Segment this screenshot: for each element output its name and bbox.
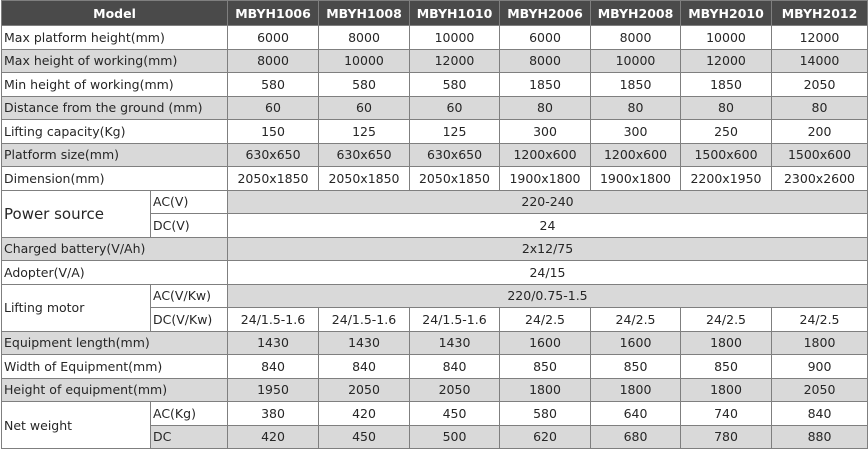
row-label: Dimension(mm) xyxy=(2,167,228,191)
table-cell: 24/2.5 xyxy=(591,308,681,332)
table-cell: 840 xyxy=(410,355,500,379)
table-cell: 300 xyxy=(500,120,591,144)
table-cell: 2x12/75 xyxy=(228,237,868,261)
table-cell: 125 xyxy=(410,120,500,144)
table-cell: 8000 xyxy=(319,26,410,50)
table-cell: 6000 xyxy=(228,26,319,50)
table-cell: 2050 xyxy=(410,378,500,402)
table-row xyxy=(2,190,868,214)
power-source-dc-label: DC(V) xyxy=(151,214,228,238)
table-cell: 420 xyxy=(228,425,319,449)
table-cell: 125 xyxy=(319,120,410,144)
table-cell: 680 xyxy=(591,425,681,449)
table-cell: 780 xyxy=(681,425,772,449)
lifting-motor-ac-label: AC(V/Kw) xyxy=(151,284,228,308)
lifting-motor-dc-label: DC(V/Kw) xyxy=(151,308,228,332)
table-cell: 1850 xyxy=(591,73,681,97)
table-row xyxy=(2,237,868,261)
table-cell: 850 xyxy=(591,355,681,379)
table-cell: 640 xyxy=(591,402,681,426)
table-cell: 1800 xyxy=(772,331,868,355)
table-cell: 840 xyxy=(772,402,868,426)
model-col-header: MBYH2006 xyxy=(500,1,591,26)
table-row xyxy=(2,96,868,120)
table-cell: 1500x600 xyxy=(772,143,868,167)
model-col-header: MBYH2008 xyxy=(591,1,681,26)
table-row xyxy=(2,331,868,355)
table-cell: 840 xyxy=(228,355,319,379)
model-col-header: MBYH2012 xyxy=(772,1,868,26)
table-cell: 1900x1800 xyxy=(500,167,591,191)
table-cell: 1800 xyxy=(591,378,681,402)
table-cell: 1850 xyxy=(681,73,772,97)
table-cell: 1950 xyxy=(228,378,319,402)
table-cell: 500 xyxy=(410,425,500,449)
row-label: Height of equipment(mm) xyxy=(2,378,228,402)
spec-table xyxy=(1,0,868,449)
power-source-label: Power source xyxy=(2,190,151,237)
table-cell: 850 xyxy=(681,355,772,379)
table-cell: 12000 xyxy=(772,26,868,50)
table-cell: 2200x1950 xyxy=(681,167,772,191)
table-cell: 24/1.5-1.6 xyxy=(319,308,410,332)
table-cell: 2050 xyxy=(772,73,868,97)
table-row xyxy=(2,261,868,285)
table-cell: 630x650 xyxy=(319,143,410,167)
table-cell: 630x650 xyxy=(228,143,319,167)
table-cell: 12000 xyxy=(681,49,772,73)
net-weight-label: Net weight xyxy=(2,402,151,449)
table-cell: 10000 xyxy=(410,26,500,50)
table-cell: 10000 xyxy=(591,49,681,73)
table-cell: 1600 xyxy=(591,331,681,355)
table-cell: 450 xyxy=(410,402,500,426)
table-cell: 1430 xyxy=(228,331,319,355)
table-cell: 80 xyxy=(500,96,591,120)
row-label: Platform size(mm) xyxy=(2,143,228,167)
table-cell: 250 xyxy=(681,120,772,144)
table-cell: 450 xyxy=(319,425,410,449)
table-cell: 24/2.5 xyxy=(681,308,772,332)
table-cell: 10000 xyxy=(319,49,410,73)
model-col-header: MBYH1010 xyxy=(410,1,500,26)
table-cell: 840 xyxy=(319,355,410,379)
table-cell: 1500x600 xyxy=(681,143,772,167)
table-row xyxy=(2,355,868,379)
table-row xyxy=(2,284,868,308)
table-cell: 80 xyxy=(772,96,868,120)
table-row xyxy=(2,120,868,144)
table-cell: 200 xyxy=(772,120,868,144)
table-cell: 2050x1850 xyxy=(319,167,410,191)
table-cell: 24/1.5-1.6 xyxy=(410,308,500,332)
table-cell: 80 xyxy=(591,96,681,120)
row-label: Equipment length(mm) xyxy=(2,331,228,355)
table-cell: 10000 xyxy=(681,26,772,50)
table-row xyxy=(2,143,868,167)
table-row xyxy=(2,73,868,97)
row-label: Max height of working(mm) xyxy=(2,49,228,73)
table-cell: 1900x1800 xyxy=(591,167,681,191)
table-cell: 380 xyxy=(228,402,319,426)
model-col-header: MBYH2010 xyxy=(681,1,772,26)
table-cell: 580 xyxy=(228,73,319,97)
table-row xyxy=(2,402,868,426)
table-cell: 880 xyxy=(772,425,868,449)
table-cell: 24/2.5 xyxy=(500,308,591,332)
header-row xyxy=(2,1,868,26)
table-cell: 6000 xyxy=(500,26,591,50)
table-cell: 2050 xyxy=(772,378,868,402)
table-cell: 12000 xyxy=(410,49,500,73)
table-cell: 2050x1850 xyxy=(410,167,500,191)
table-cell: 2050 xyxy=(319,378,410,402)
lifting-motor-label: Lifting motor xyxy=(2,284,151,331)
table-cell: 300 xyxy=(591,120,681,144)
table-cell: 1200x600 xyxy=(500,143,591,167)
table-cell: 24/2.5 xyxy=(772,308,868,332)
model-header: Model xyxy=(2,1,228,26)
row-label: Width of Equipment(mm) xyxy=(2,355,228,379)
net-weight-ac-label: AC(Kg) xyxy=(151,402,228,426)
table-cell: 2050x1850 xyxy=(228,167,319,191)
table-cell: 8000 xyxy=(591,26,681,50)
power-source-ac-value: 220-240 xyxy=(228,190,868,214)
table-cell: 14000 xyxy=(772,49,868,73)
table-cell: 60 xyxy=(410,96,500,120)
table-cell: 1800 xyxy=(500,378,591,402)
table-cell: 630x650 xyxy=(410,143,500,167)
table-cell: 580 xyxy=(410,73,500,97)
table-cell: 1850 xyxy=(500,73,591,97)
table-row xyxy=(2,26,868,50)
power-source-ac-label: AC(V) xyxy=(151,190,228,214)
table-cell: 580 xyxy=(319,73,410,97)
row-label: Max platform height(mm) xyxy=(2,26,228,50)
lifting-motor-ac-value: 220/0.75-1.5 xyxy=(228,284,868,308)
row-label: Lifting capacity(Kg) xyxy=(2,120,228,144)
table-cell: 60 xyxy=(319,96,410,120)
row-label: Adopter(V/A) xyxy=(2,261,228,285)
table-cell: 80 xyxy=(681,96,772,120)
row-label: Charged battery(V/Ah) xyxy=(2,237,228,261)
table-row xyxy=(2,167,868,191)
table-cell: 24/1.5-1.6 xyxy=(228,308,319,332)
row-label: Distance from the ground (mm) xyxy=(2,96,228,120)
table-cell: 1600 xyxy=(500,331,591,355)
table-cell: 740 xyxy=(681,402,772,426)
table-cell: 1200x600 xyxy=(591,143,681,167)
table-cell: 580 xyxy=(500,402,591,426)
net-weight-dc-label: DC xyxy=(151,425,228,449)
model-col-header: MBYH1006 xyxy=(228,1,319,26)
power-source-dc-value: 24 xyxy=(228,214,868,238)
table-cell: 1800 xyxy=(681,378,772,402)
table-cell: 24/15 xyxy=(228,261,868,285)
model-col-header: MBYH1008 xyxy=(319,1,410,26)
row-label: Min height of working(mm) xyxy=(2,73,228,97)
table-cell: 850 xyxy=(500,355,591,379)
table-cell: 1800 xyxy=(681,331,772,355)
table-cell: 8000 xyxy=(228,49,319,73)
table-cell: 150 xyxy=(228,120,319,144)
table-row xyxy=(2,378,868,402)
table-cell: 2300x2600 xyxy=(772,167,868,191)
table-cell: 420 xyxy=(319,402,410,426)
table-cell: 1430 xyxy=(319,331,410,355)
table-cell: 60 xyxy=(228,96,319,120)
table-row xyxy=(2,49,868,73)
table-cell: 620 xyxy=(500,425,591,449)
table-cell: 8000 xyxy=(500,49,591,73)
table-cell: 1430 xyxy=(410,331,500,355)
table-cell: 900 xyxy=(772,355,868,379)
